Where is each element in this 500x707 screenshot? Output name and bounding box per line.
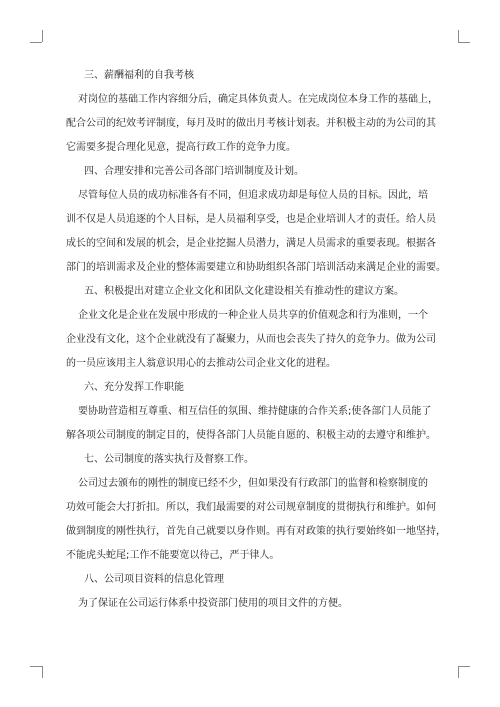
paragraph-line: 公司过去颁布的刚性的制度已经不少，但如果没有行政部门的监督和检察制度的 [78, 478, 428, 489]
crop-mark [30, 42, 42, 43]
crop-mark [458, 42, 470, 43]
paragraph-line: 要协助营造相互尊重、相互信任的氛围、维持健康的合作关系;使各部门人员能了 [78, 406, 432, 417]
crop-mark [42, 30, 43, 42]
paragraph-line: 做到制度的刚性执行，首先自己就要以身作则。再有对政策的执行要始终如一地坚持， [66, 526, 446, 537]
paragraph-line: 对岗位的基础工作内容细分后，确定具体负责人。在完成岗位本身工作的基础上， [78, 94, 438, 105]
section [66, 448, 446, 568]
crop-mark [458, 30, 459, 42]
paragraph-line: 不能虎头蛇尾;工作不能要宽以待己，严于律人。 [66, 550, 280, 561]
paragraph-line: 为了保证在公司运行体系中投资部门使用的项目文件的方便。 [78, 598, 348, 609]
paragraph-line: 它需要多提合理化见意，提高行政工作的竞争力度。 [66, 142, 296, 153]
paragraph-line: 部门的培训需求及企业的整体需要建立和协助组织各部门培训活动来满足企业的需要。 [66, 262, 446, 273]
section [66, 64, 438, 160]
section-heading: 五、积极提出对建立企业文化和团队文化建设相关有推动性的建议方案。 [84, 286, 404, 297]
section-paragraph [78, 592, 432, 616]
section-paragraph [66, 184, 446, 280]
section [66, 376, 436, 448]
paragraph-line: 企业没有文化，这个企业就没有了凝聚力，从而也会丧失了持久的竞争力。做为公司 [66, 334, 436, 345]
paragraph-line: 训不仅是人员追逐的个人目标，是人员福利享受，也是企业培训人才的责任。给人员 [66, 214, 436, 225]
section-paragraph [66, 472, 446, 568]
paragraph-line: 的一员应该用主人翁意识用心的去推动公司企业文化的进程。 [66, 358, 336, 369]
section-paragraph [66, 304, 436, 376]
section [66, 160, 446, 280]
section-heading: 三、薪酬福利的自我考核 [84, 70, 194, 81]
paragraph-line: 企业文化是企业在发展中形成的一种企业人员共享的价值观念和行为准则，一个 [78, 310, 428, 321]
crop-mark [458, 666, 470, 667]
paragraph-line: 功效可能会大打折扣。所以，我们最需要的对公司规章制度的贯彻执行和维护。如何 [66, 502, 436, 513]
section [66, 280, 436, 376]
paragraph-line: 解各项公司制度的制定目的，使得各部门人员能自愿的、积极主动的去遵守和维护。 [66, 430, 436, 441]
crop-mark [30, 666, 42, 667]
paragraph-line: 配合公司的纪效考评制度，每月及时的做出月考核计划表。并积极主动的为公司的其 [66, 118, 436, 129]
section-heading: 七、公司制度的落实执行及督察工作。 [84, 454, 254, 465]
paragraph-line: 尽管每位人员的成功标准各有不同，但追求成功却是每位人员的目标。因此，培 [78, 190, 428, 201]
section-heading: 六、充分发挥工作职能 [84, 382, 184, 393]
section-heading: 四、合理安排和完善公司各部门培训制度及计划。 [84, 166, 304, 177]
document-body [66, 64, 446, 616]
section-heading: 八、公司项目资料的信息化管理 [84, 574, 224, 585]
section-paragraph [66, 88, 438, 160]
section [78, 568, 432, 616]
crop-mark [458, 666, 459, 678]
paragraph-line: 成长的空间和发展的机会，是企业挖掘人员潜力，满足人员需求的重要表现。根据各 [66, 238, 436, 249]
section-paragraph [66, 400, 436, 448]
crop-mark [42, 666, 43, 678]
